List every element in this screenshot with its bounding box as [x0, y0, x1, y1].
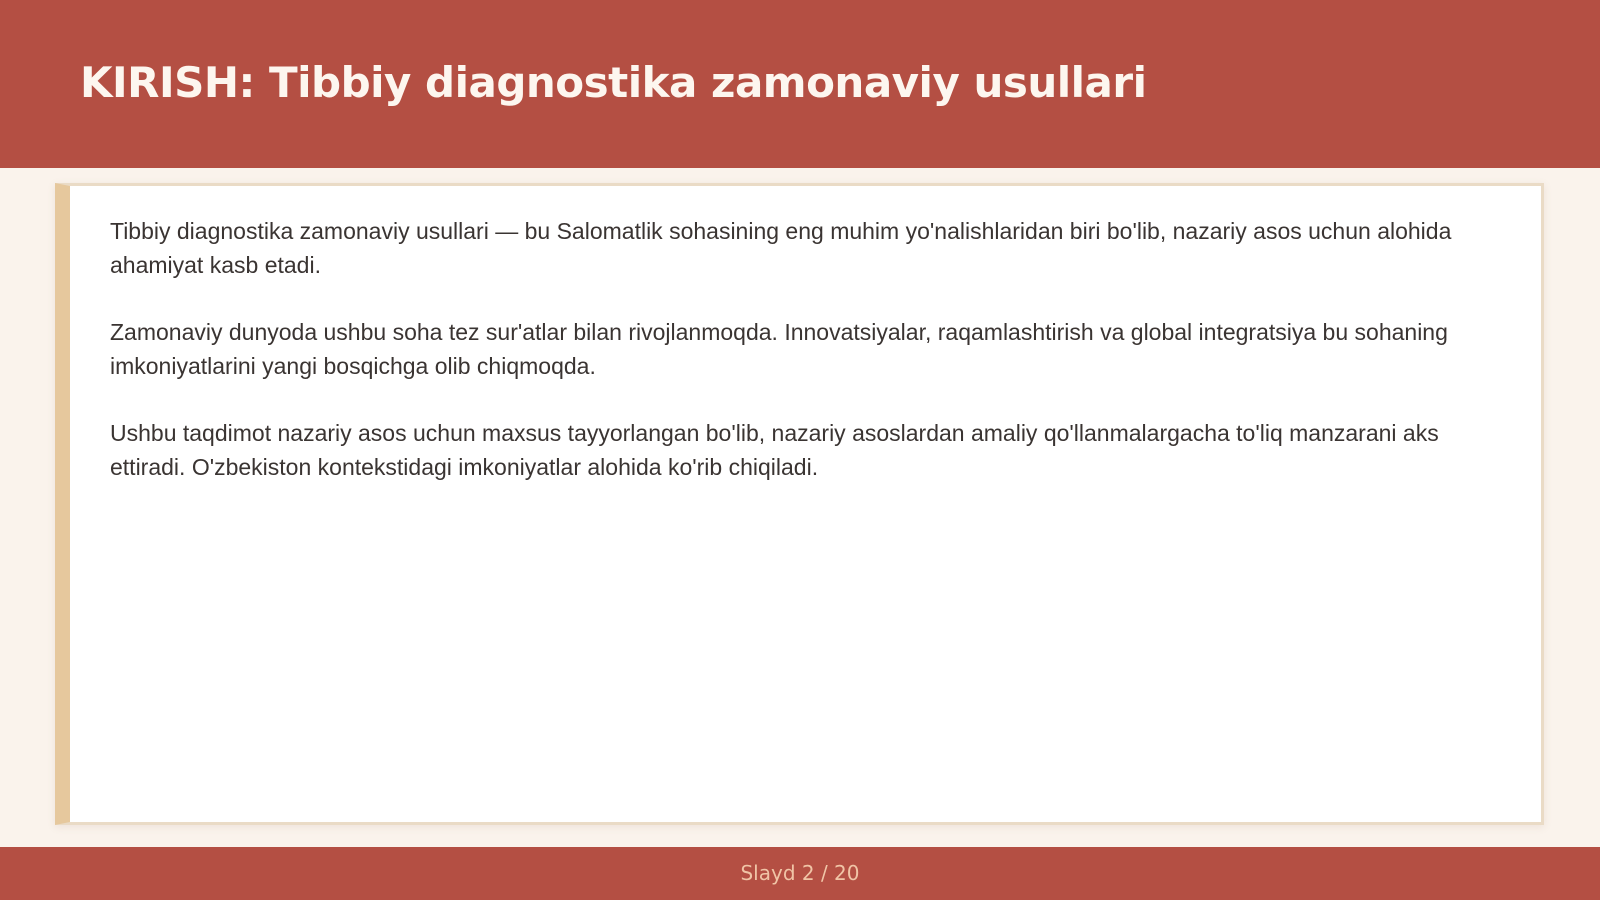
- presentation-purpose-paragraph: Ushbu taqdimot nazariy asos uchun maxsus tayyorlangan bo'lib, nazariy asoslardan amaliy qo'llanmalargacha to'liq manzarani aks ettiradi. O'zbekiston kontekstidagi imkoniyatlar alohida ko'rib chiqiladi.: [110, 420, 1439, 480]
- development-paragraph: Zamonaviy dunyoda ushbu soha tez sur'atlar bilan rivojlanmoqda. Innovatsiyalar, raqamlashtirish va global integratsiya bu sohaning imkoniyatlarini yangi bosqichga olib chiqmoqda.: [110, 319, 1448, 379]
- intro-paragraph: Tibbiy diagnostika zamonaviy usullari — bu Salomatlik sohasining eng muhim yo'nalishlaridan biri bo'lib, nazariy asos uchun alohida ahamiyat kasb etadi.: [110, 218, 1452, 278]
- slide-footer: [0, 847, 1600, 900]
- content-card: [55, 183, 1544, 825]
- slide-title: KIRISH: Tibbiy diagnostika zamonaviy usullari: [80, 58, 1147, 107]
- slide-header: [0, 0, 1600, 168]
- content-body: [110, 214, 1500, 517]
- slide-number: Slayd 2 / 20: [740, 861, 860, 885]
